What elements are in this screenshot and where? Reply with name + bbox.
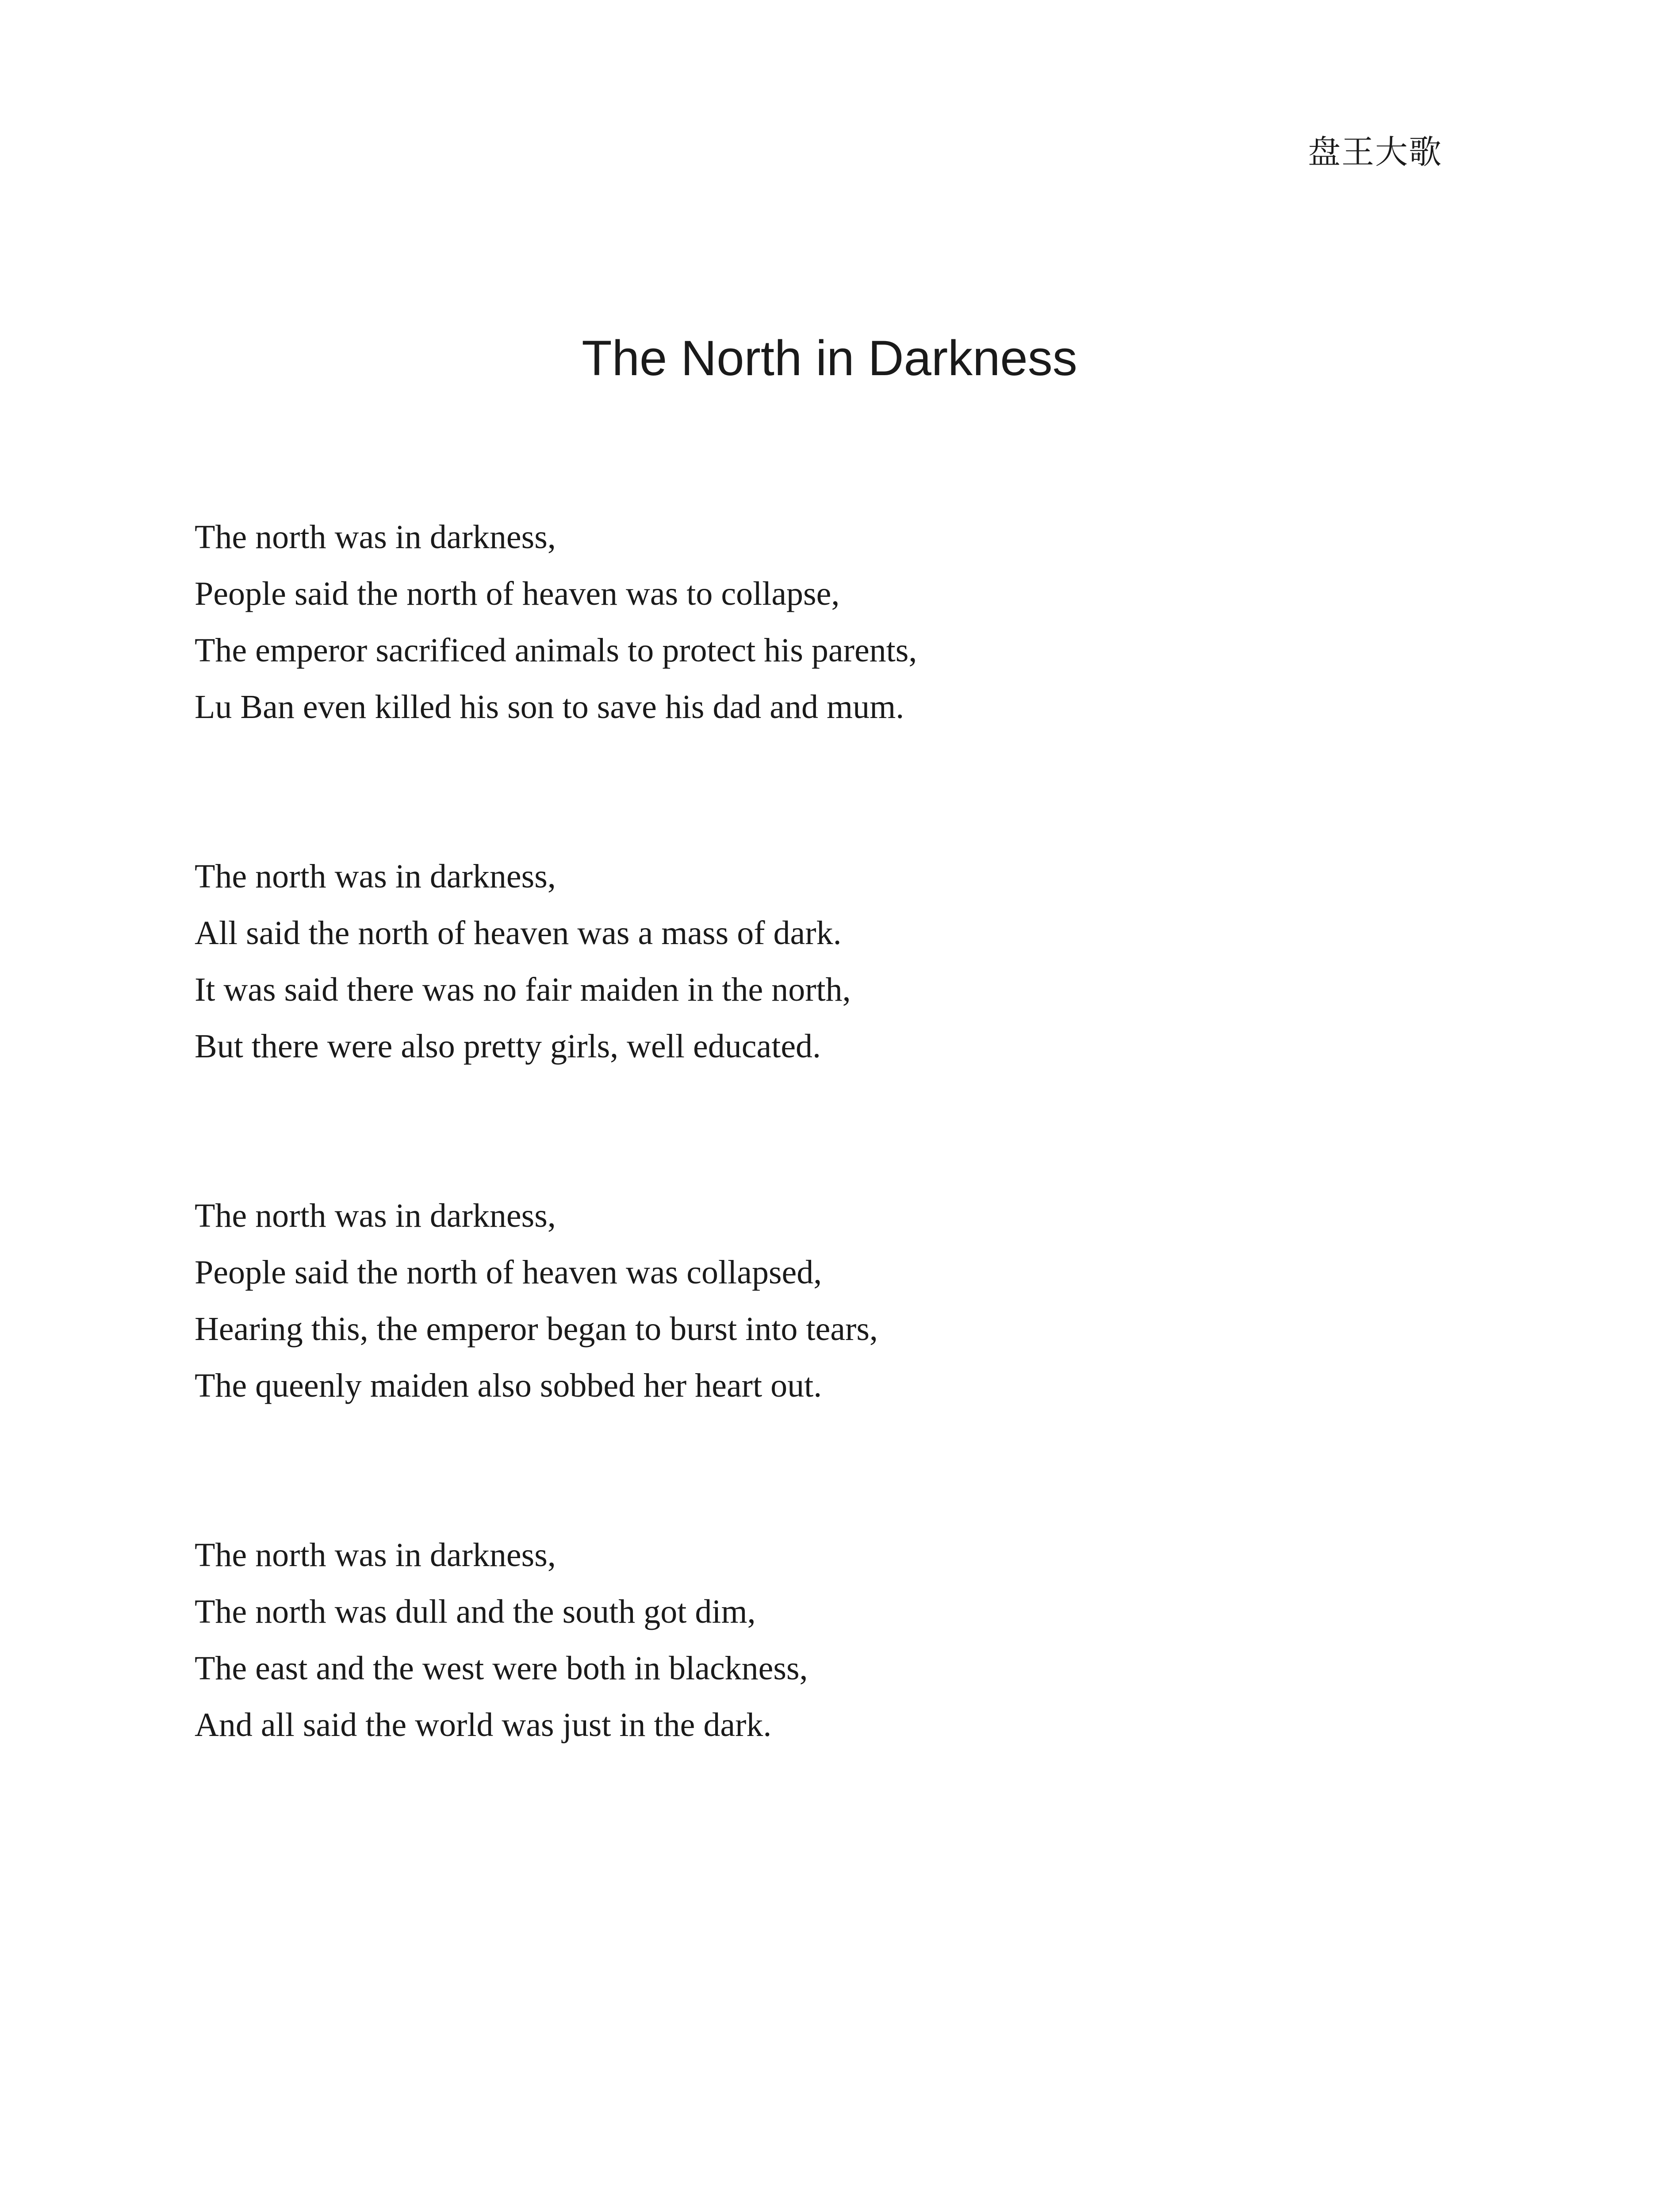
poem-line: The queenly maiden also sobbed her heart out.: [195, 1367, 822, 1404]
poem-line: It was said there was no fair maiden in the north,: [195, 971, 851, 1008]
poem-line: Hearing this, the emperor began to burst into tears,: [195, 1310, 878, 1348]
running-header: 盘王大歌: [1308, 133, 1442, 171]
stanza-2: [195, 848, 1477, 1075]
stanza-3: [195, 1187, 1477, 1414]
poem-line: People said the north of heaven was to collapse,: [195, 575, 840, 612]
poem-line: And all said the world was just in the dark.: [195, 1706, 772, 1743]
stanza-4: [195, 1527, 1477, 1753]
poem-line: The north was dull and the south got dim,: [195, 1593, 756, 1630]
poem-line: The north was in darkness,: [195, 1536, 556, 1574]
poem-line: Lu Ban even killed his son to save his dad and mum.: [195, 688, 904, 726]
poem-line: But there were also pretty girls, well educated.: [195, 1028, 821, 1065]
stanza-1: [195, 509, 1477, 735]
poem-line: The north was in darkness,: [195, 858, 556, 895]
poem-line: The north was in darkness,: [195, 518, 556, 556]
poem-line: The emperor sacrificed animals to protect his parents,: [195, 632, 917, 669]
poem-line: People said the north of heaven was collapsed,: [195, 1254, 822, 1291]
poem-line: All said the north of heaven was a mass of dark.: [195, 914, 842, 952]
poem-line: The east and the west were both in blackness,: [195, 1650, 808, 1687]
poem-body: [195, 509, 1477, 1866]
poem-line: The north was in darkness,: [195, 1197, 556, 1234]
poem-title: The North in Darkness: [582, 330, 1077, 386]
